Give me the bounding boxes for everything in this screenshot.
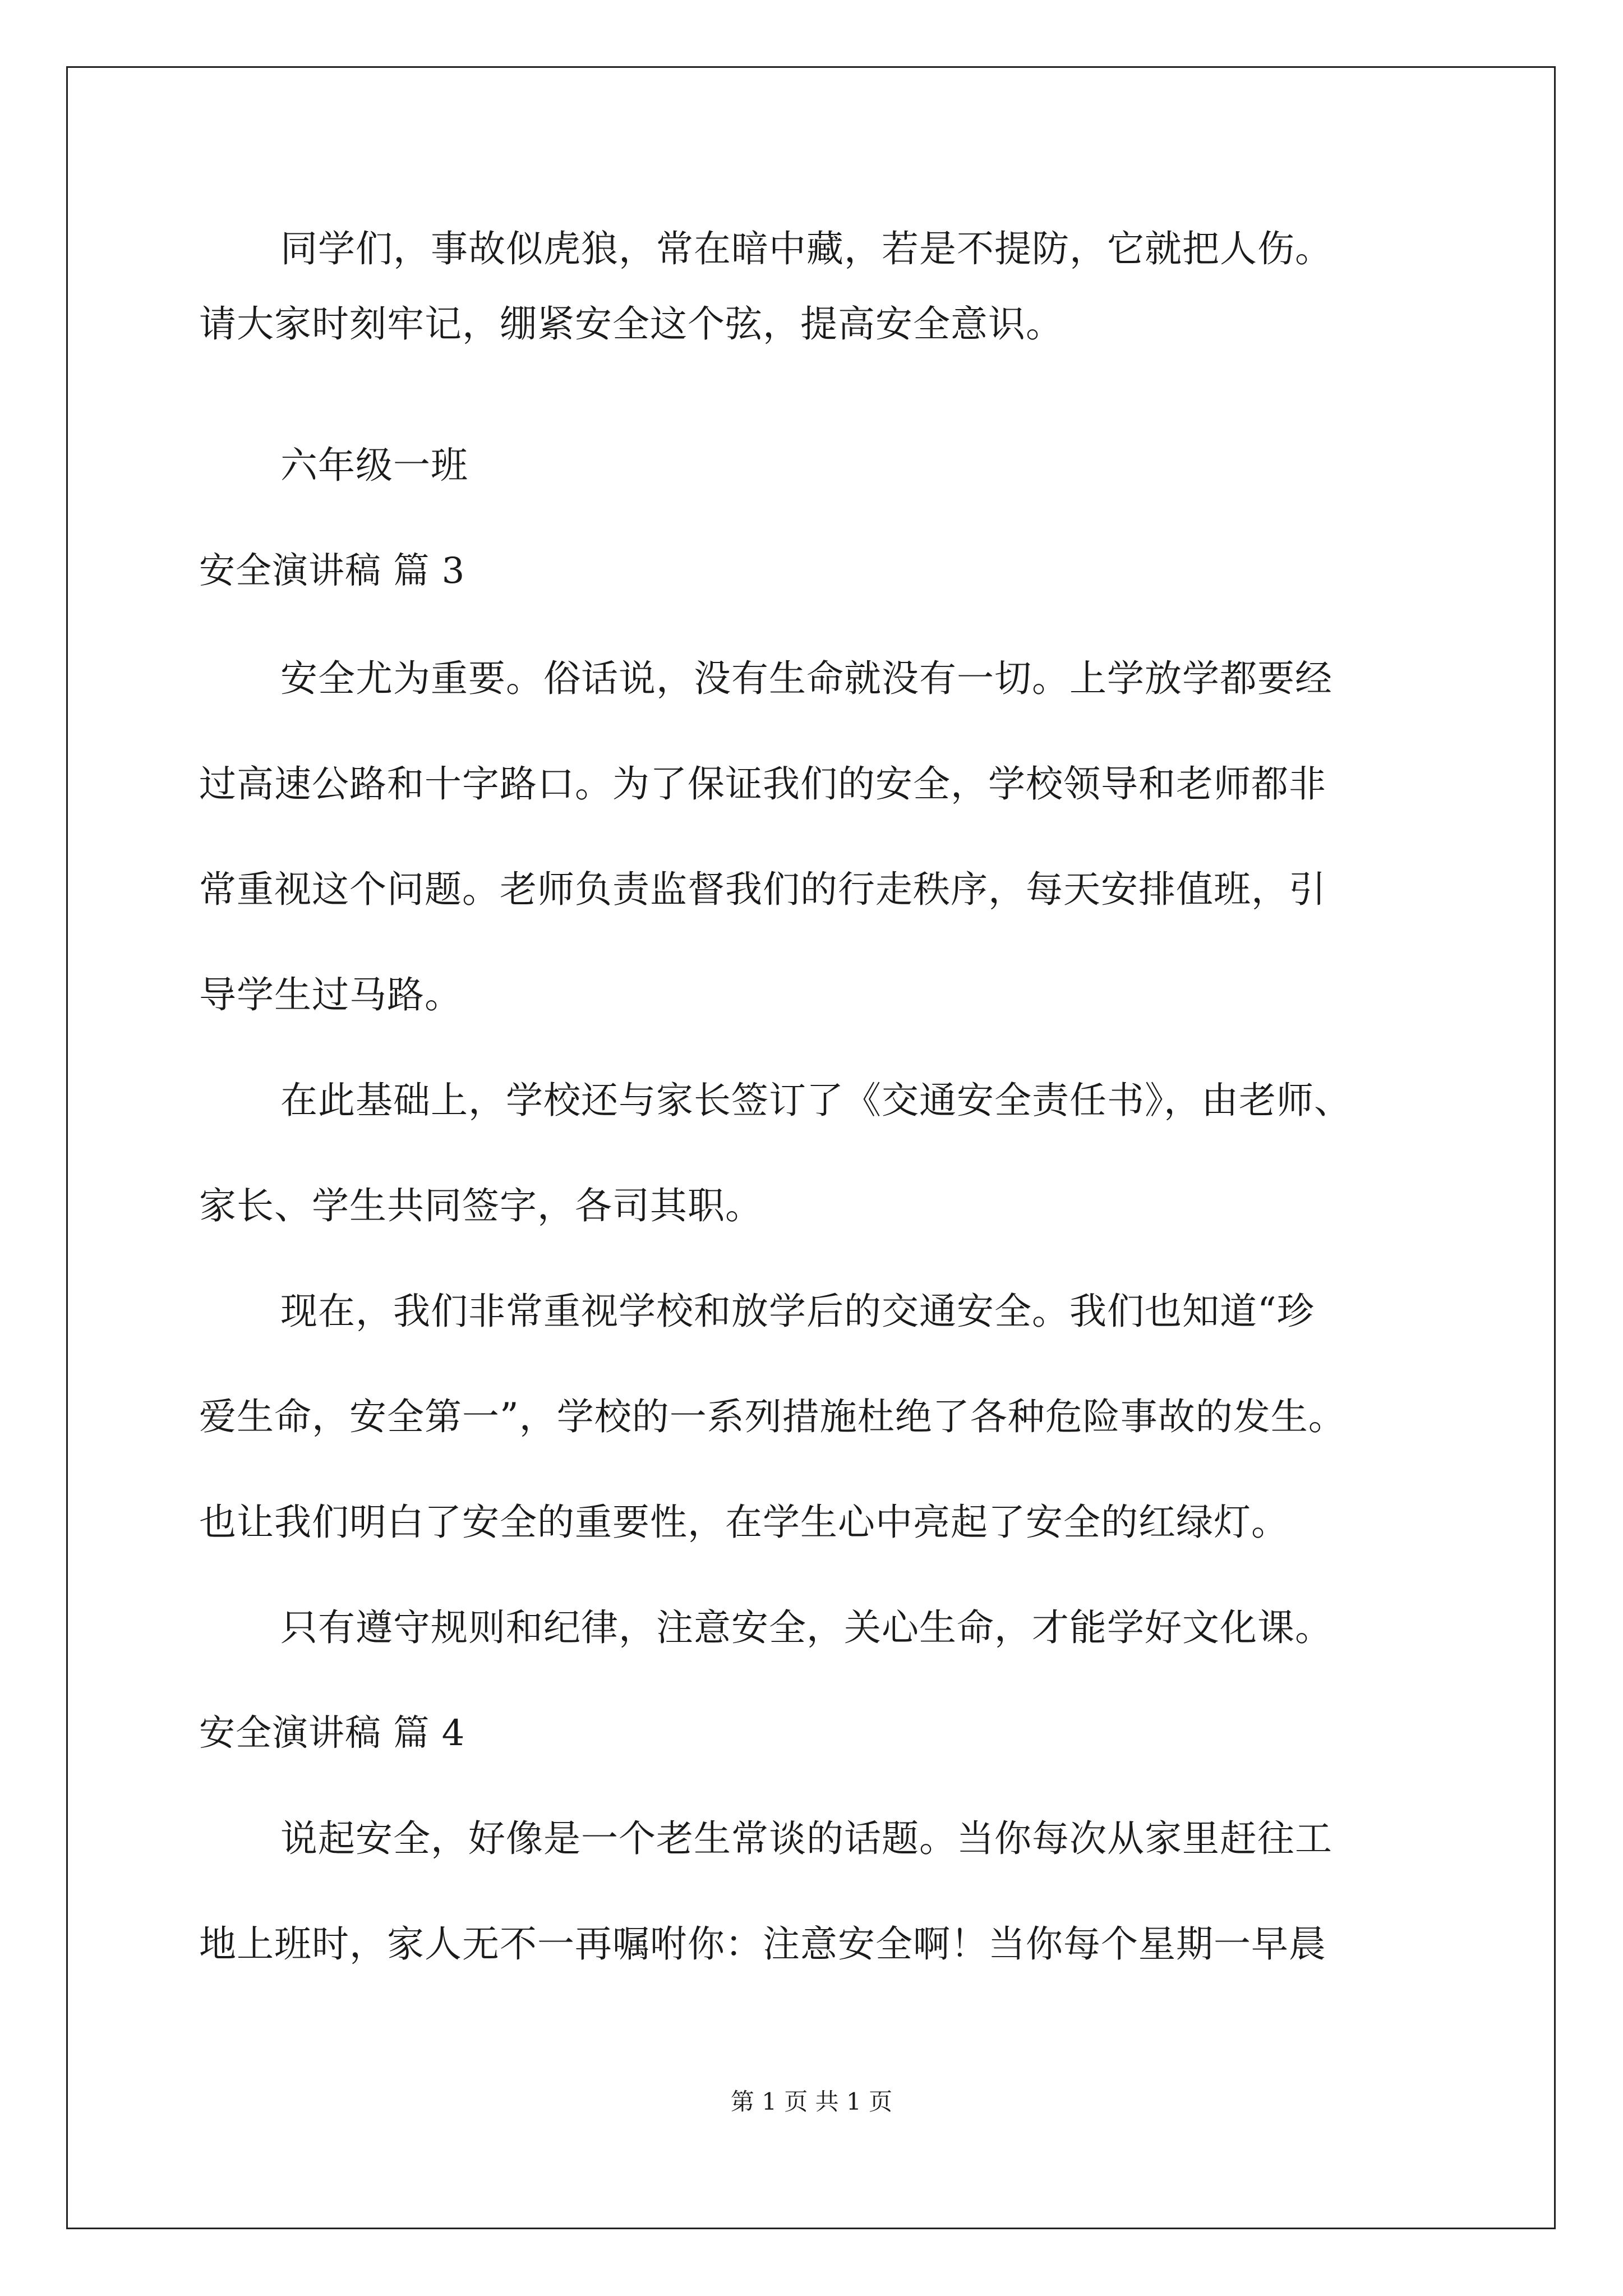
paragraph-line: 只有遵守规则和纪律，注意安全，关心生命，才能学好文化课。 xyxy=(280,1606,1332,1649)
paragraph-line: 请大家时刻牢记，绷紧安全这个弦，提高安全意识。 xyxy=(199,302,1063,346)
paragraph-line: 家长、学生共同签字，各司其职。 xyxy=(199,1184,763,1227)
page-border xyxy=(66,66,1556,2229)
paragraph-line: 过高速公路和十字路口。为了保证我们的安全，学校领导和老师都非 xyxy=(199,762,1326,806)
signature-line: 六年级一班 xyxy=(280,444,468,487)
section-heading: 安全演讲稿 篇 3 xyxy=(199,550,465,592)
paragraph-line: 说起安全，好像是一个老生常谈的话题。当你每次从家里赶往工 xyxy=(280,1817,1332,1860)
paragraph-line: 安全尤为重要。俗话说，没有生命就没有一切。上学放学都要经 xyxy=(280,657,1332,700)
paragraph-line: 也让我们明白了安全的重要性，在学生心中亮起了安全的红绿灯。 xyxy=(199,1501,1289,1544)
paragraph-line: 导学生过马路。 xyxy=(199,973,462,1016)
paragraph-line: 常重视这个问题。老师负责监督我们的行走秩序，每天安排值班，引 xyxy=(199,868,1326,911)
paragraph-line: 爱生命，安全第一”，学校的一系列措施杜绝了各种危险事故的发生。 xyxy=(199,1395,1346,1438)
paragraph-line: 在此基础上，学校还与家长签订了《交通安全责任书》，由老师、 xyxy=(280,1079,1352,1122)
page-number-footer: 第 1 页 共 1 页 xyxy=(730,2088,893,2115)
section-heading: 安全演讲稿 篇 4 xyxy=(199,1713,465,1754)
paragraph-line: 现在，我们非常重视学校和放学后的交通安全。我们也知道“珍 xyxy=(280,1290,1315,1333)
paragraph-line: 地上班时，家人无不一再嘱咐你：注意安全啊！当你每个星期一早晨 xyxy=(199,1922,1326,1966)
paragraph-line: 同学们，事故似虎狼，常在暗中藏，若是不提防，它就把人伤。 xyxy=(280,227,1332,270)
